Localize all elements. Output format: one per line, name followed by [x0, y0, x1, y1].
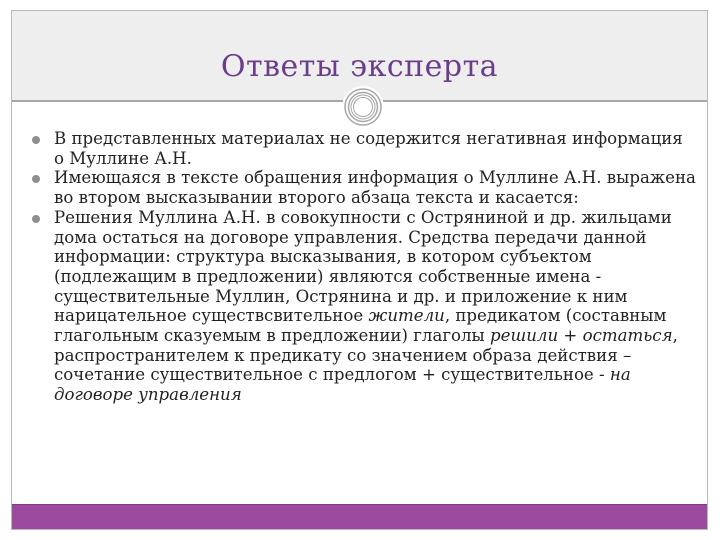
italic-term: на договоре управления: [54, 365, 631, 405]
slide-content: [28, 129, 696, 405]
bullet-dot-icon: [32, 136, 40, 144]
bullet-dot-icon: [32, 175, 40, 183]
bullet-text: Решения Муллина А.Н. в совокупности с Остряниной и др. жильцами дома остаться на договоре управления. Средства передачи данной информации: структура высказывания, в котором субъектом (подлежащим в предложении) являются собственные имена - существительные Муллин, Острянина и др. и приложение к ним нарицательное существсвительное: [54, 207, 672, 326]
bullet-item: [28, 168, 696, 207]
slide-frame: [11, 10, 708, 530]
bullet-text: Имеющаяся в тексте обращения информация о Муллине А.Н. выражена во втором высказывании второго абзаца текста и касается:: [54, 168, 696, 208]
bullet-list: [28, 129, 696, 405]
bullet-text: , распространителем к предикату со значением образа действия – сочетание существительное с предлогом + существительное -: [54, 326, 678, 385]
slide-title: Ответы эксперта: [220, 49, 499, 84]
italic-term: жители: [368, 306, 445, 326]
bullet-item: [28, 129, 696, 168]
bullet-item: [28, 208, 696, 405]
bullet-text: В представленных материалах не содержится негативная информация о Муллине А.Н.: [54, 129, 683, 168]
footer-bar: [12, 504, 707, 529]
bullet-dot-icon: [32, 215, 40, 223]
bullet-text: , предикатом (составным глагольным сказуемым в предложении) глаголы: [54, 306, 667, 346]
ornament-ring-icon: [341, 85, 385, 129]
italic-term: решили + остаться: [490, 326, 673, 346]
